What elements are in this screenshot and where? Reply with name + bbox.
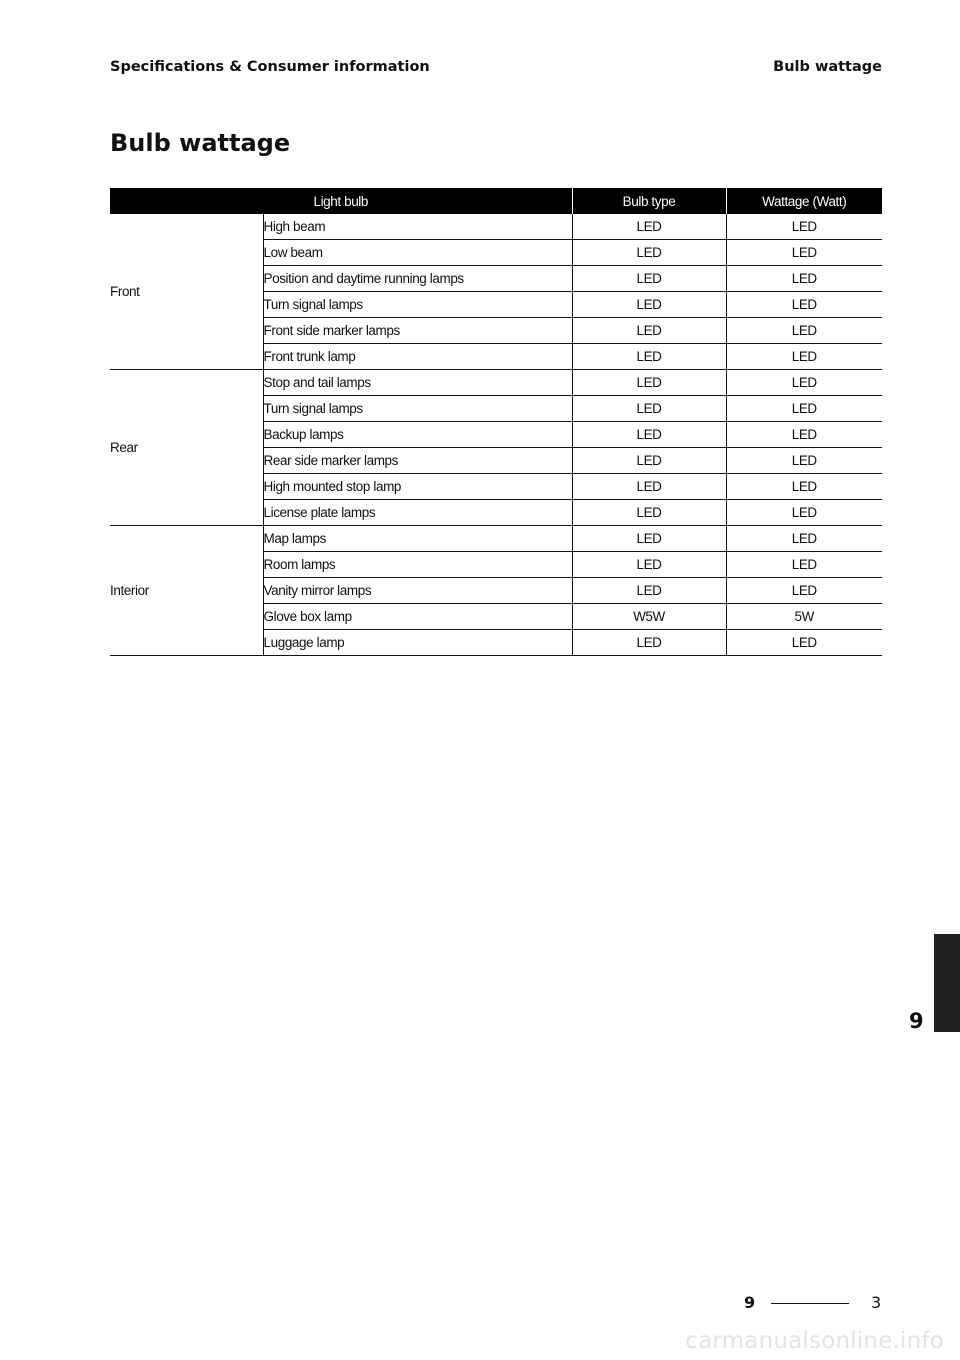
bulb-type-cell: LED: [572, 500, 726, 526]
wattage-cell: LED: [726, 552, 882, 578]
bulb-name-cell: Turn signal lamps: [263, 292, 572, 318]
wattage-cell: LED: [726, 292, 882, 318]
watermark-text: carmanualsonline.info: [685, 1328, 944, 1354]
bulb-name-cell: Position and daytime running lamps: [263, 266, 572, 292]
bulb-type-cell: LED: [572, 318, 726, 344]
bulb-name-cell: Stop and tail lamps: [263, 370, 572, 396]
bulb-name-cell: Low beam: [263, 240, 572, 266]
bulb-type-cell: LED: [572, 292, 726, 318]
bulb-name-cell: Luggage lamp: [263, 630, 572, 656]
wattage-cell: LED: [726, 630, 882, 656]
group-label: Interior: [110, 526, 263, 656]
bulb-name-cell: Room lamps: [263, 552, 572, 578]
wattage-cell: LED: [726, 370, 882, 396]
bulb-name-cell: Turn signal lamps: [263, 396, 572, 422]
bulb-wattage-table: [110, 188, 882, 656]
page-title: Bulb wattage: [110, 129, 291, 157]
bulb-name-cell: High beam: [263, 214, 572, 240]
footer-divider: [771, 1303, 849, 1304]
group-label: Rear: [110, 370, 263, 526]
wattage-cell: LED: [726, 448, 882, 474]
bulb-type-cell: LED: [572, 266, 726, 292]
table-row: [110, 370, 882, 396]
bulb-name-cell: Vanity mirror lamps: [263, 578, 572, 604]
bulb-type-cell: LED: [572, 240, 726, 266]
wattage-cell: LED: [726, 578, 882, 604]
table-row: [110, 526, 882, 552]
bulb-type-cell: LED: [572, 370, 726, 396]
wattage-cell: 5W: [726, 604, 882, 630]
table-row: [110, 214, 882, 240]
bulb-type-cell: LED: [572, 474, 726, 500]
table-body: [110, 214, 882, 656]
bulb-name-cell: Front side marker lamps: [263, 318, 572, 344]
bulb-type-cell: LED: [572, 448, 726, 474]
group-label: Front: [110, 214, 263, 370]
wattage-cell: LED: [726, 500, 882, 526]
wattage-cell: LED: [726, 344, 882, 370]
bulb-type-cell: LED: [572, 396, 726, 422]
bulb-type-cell: LED: [572, 630, 726, 656]
bulb-name-cell: Front trunk lamp: [263, 344, 572, 370]
bulb-name-cell: Glove box lamp: [263, 604, 572, 630]
footer-chapter-number: 9: [744, 1293, 756, 1312]
column-header-bulb-type: Bulb type: [572, 188, 726, 214]
header-section-title: Specifications & Consumer information: [110, 59, 430, 75]
wattage-cell: LED: [726, 422, 882, 448]
bulb-name-cell: Rear side marker lamps: [263, 448, 572, 474]
bulb-type-cell: LED: [572, 552, 726, 578]
table-header-row: [110, 188, 882, 214]
column-header-light-bulb: Light bulb: [110, 188, 572, 214]
chapter-tab-marker: [934, 934, 960, 1032]
bulb-type-cell: LED: [572, 344, 726, 370]
wattage-cell: LED: [726, 396, 882, 422]
wattage-cell: LED: [726, 214, 882, 240]
wattage-cell: LED: [726, 240, 882, 266]
bulb-type-cell: W5W: [572, 604, 726, 630]
wattage-cell: LED: [726, 266, 882, 292]
header-topic-title: Bulb wattage: [773, 59, 882, 75]
chapter-tab-number: 9: [909, 1009, 924, 1033]
bulb-type-cell: LED: [572, 214, 726, 240]
bulb-type-cell: LED: [572, 526, 726, 552]
footer-page-number: 3: [871, 1293, 882, 1312]
wattage-cell: LED: [726, 474, 882, 500]
bulb-name-cell: Backup lamps: [263, 422, 572, 448]
bulb-name-cell: High mounted stop lamp: [263, 474, 572, 500]
bulb-type-cell: LED: [572, 422, 726, 448]
bulb-name-cell: Map lamps: [263, 526, 572, 552]
bulb-name-cell: License plate lamps: [263, 500, 572, 526]
column-header-wattage: Wattage (Watt): [726, 188, 882, 214]
wattage-cell: LED: [726, 526, 882, 552]
bulb-type-cell: LED: [572, 578, 726, 604]
wattage-cell: LED: [726, 318, 882, 344]
